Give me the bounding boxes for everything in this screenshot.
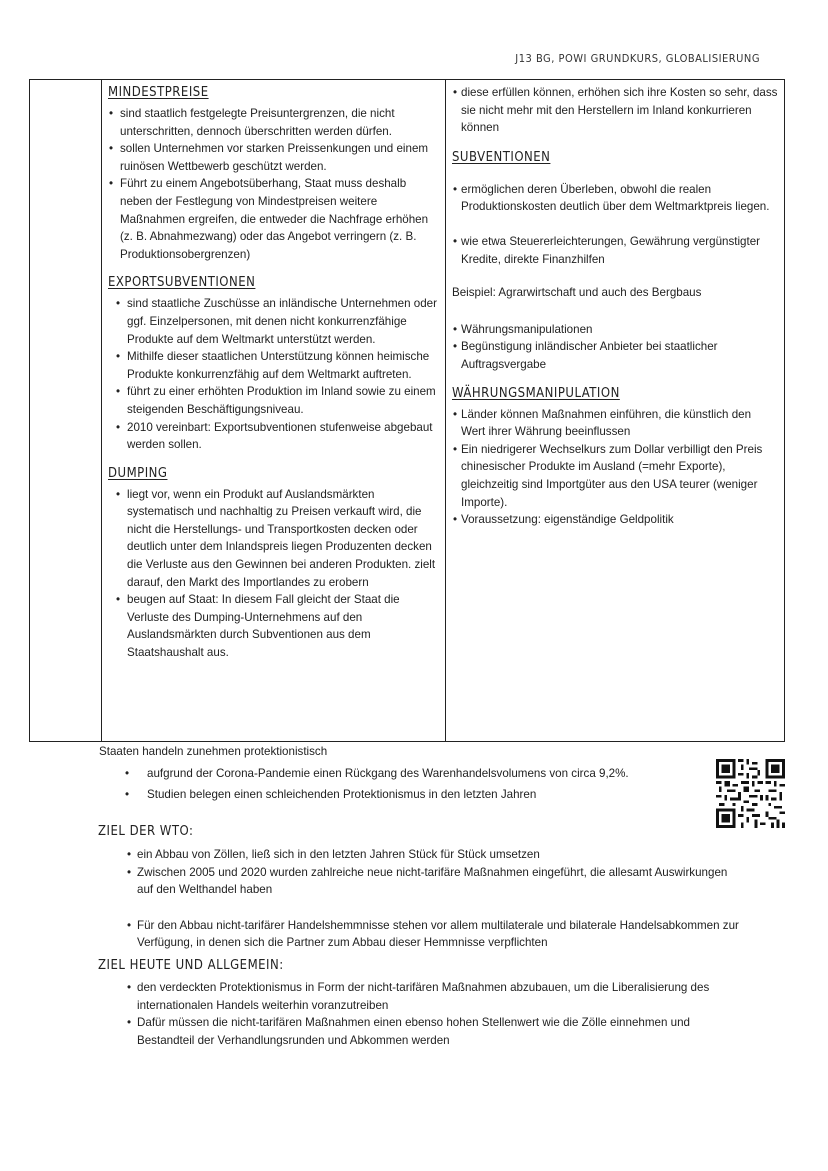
list-item: • Währungsmanipulationen xyxy=(452,321,778,339)
list-item: • wie etwa Steuererleichterungen, Gewährung vergünstigter Kredite, direkte Finanzhilfen xyxy=(452,233,778,268)
list-item: • Dafür müssen die nicht-tarifären Maßnahmen einen ebenso hohen Stellenwert wie die Zölle einnehmen und Bestandteil der Verhandlungsrunden und Abkommen werden xyxy=(126,1014,746,1049)
table-divider xyxy=(101,80,102,741)
heading-ziel-heute: ZIEL HEUTE UND ALLGEMEIN: xyxy=(98,958,284,973)
notes-table xyxy=(29,79,785,742)
protektionismus-list xyxy=(99,765,719,804)
beispiel-text: Beispiel: Agrarwirtschaft und auch des Bergbaus xyxy=(452,286,702,300)
mindestpreise-list xyxy=(108,105,440,263)
page-header: J13 BG, POWI GRUNDKURS, GLOBALISIERUNG xyxy=(515,52,760,65)
list-item: • Voraussetzung: eigenständige Geldpolitik xyxy=(452,511,778,529)
heading-dumping: DUMPING xyxy=(108,465,168,481)
subventionen-list xyxy=(452,233,778,268)
heading-subventionen: SUBVENTIONEN xyxy=(452,149,551,165)
right-column xyxy=(452,84,778,529)
heading-mindestpreise: MINDESTPREISE xyxy=(108,85,209,100)
intro-list xyxy=(452,84,778,137)
list-item: • sollen Unternehmen vor starken Preissenkungen und einem ruinösen Wettbewerb geschützt werden. xyxy=(108,140,440,175)
list-item: • aufgrund der Corona-Pandemie einen Rückgang des Warenhandelsvolumens von circa 9,2%. xyxy=(121,765,719,783)
list-item: • Länder können Maßnahmen einführen, die künstlich den Wert ihrer Währung beeinflussen xyxy=(452,406,778,441)
list-item: • diese erfüllen können, erhöhen sich ihre Kosten so sehr, dass sie nicht mehr mit den Herstellern im Inland konkurrieren können xyxy=(452,84,778,137)
extra-list xyxy=(452,321,778,374)
list-item: • Zwischen 2005 und 2020 wurden zahlreiche neue nicht-tarifäre Maßnahmen eingeführt, die allesamt Auswirkungen auf den Welthandel haben xyxy=(126,864,746,899)
list-item: • 2010 vereinbart: Exportsubventionen stufenweise abgebaut werden sollen. xyxy=(115,419,440,454)
list-item: • Für den Abbau nicht-tarifärer Handelshemmnisse stehen vor allem multilaterale und bilaterale Handelsabkommen zur Verfügung, in denen sich die Partner zum Abbau dieser Hemmnisse verpflichten xyxy=(126,917,746,952)
waehrung-list xyxy=(452,406,778,529)
exportsubventionen-list xyxy=(108,295,440,453)
heading-waehrungsmanipulation: WÄHRUNGSMANIPULATION xyxy=(452,385,620,401)
qr-code xyxy=(716,759,785,828)
dumping-list xyxy=(108,486,440,662)
list-item: • Ein niedrigerer Wechselkurs zum Dollar verbilligt den Preis chinesischer Produkte im Ausland (=mehr Exporte), gleichzeitig sind Importgüter aus den USA teurer (weniger Importe). xyxy=(452,441,778,511)
ziel-wto-list xyxy=(126,846,746,952)
list-item: • führt zu einer erhöhten Produktion im Inland sowie zu einem steigenden Beschäftigungsniveau. xyxy=(115,383,440,418)
heading-exportsubventionen: EXPORTSUBVENTIONEN xyxy=(108,275,256,291)
subventionen-list xyxy=(452,181,778,216)
protektionismus-intro: Staaten handeln zunehmen protektionistisch xyxy=(99,745,328,758)
protektionismus-section xyxy=(99,743,719,804)
list-item: • sind staatliche Zuschüsse an inländische Unternehmen oder ggf. Einzelpersonen, mit denen nicht konkurrenzfähige Produkte auf dem Weltmarkt unterstützt werden. xyxy=(115,295,440,348)
table-divider xyxy=(445,80,446,741)
list-item: • Führt zu einem Angebotsüberhang, Staat muss deshalb neben der Festlegung von Mindestpreisen weitere Maßnahmen ergreifen, die entweder die Nachfrage erhöhen (z. B. Abnahmezwang) oder das Angebot verringern (z. B. Produktionsobergrenzen) xyxy=(108,175,440,263)
list-item: • sind staatlich festgelegte Preisuntergrenzen, die nicht unterschritten, dennoch überschritten werden dürfen. xyxy=(108,105,440,140)
list-item: • liegt vor, wenn ein Produkt auf Auslandsmärkten systematisch und nachhaltig zu Preisen verkauft wird, die nicht die Herstellungs- und Transportkosten decken oder deutlich unter dem Inlandspreis liegen Produzenten decken die Verluste aus den Gewinnen bei anderen Produkten. zielt darauf, den Markt des Importlandes zu erobern xyxy=(115,486,440,592)
list-item: • ein Abbau von Zöllen, ließ sich in den letzten Jahren Stück für Stück umsetzen xyxy=(126,846,746,864)
list-item: • ermöglichen deren Überleben, obwohl die realen Produktionskosten deutlich über dem Weltmarktpreis liegen. xyxy=(452,181,778,216)
list-item: • Begünstigung inländischer Anbieter bei staatlicher Auftragsvergabe xyxy=(452,338,778,373)
list-item: • Mithilfe dieser staatlichen Unterstützung können heimische Produkte konkurrenzfähig auf dem Weltmarkt auftreten. xyxy=(115,348,440,383)
list-item: • den verdeckten Protektionismus in Form der nicht-tarifären Maßnahmen abzubauen, um die Liberalisierung des internationalen Handels weiterhin voranzutreiben xyxy=(126,979,746,1014)
list-item: • beugen auf Staat: In diesem Fall gleicht der Staat die Verluste des Dumping-Unternehmens auf den Auslandsmärkten durch Subventionen aus dem Staatshaushalt aus. xyxy=(115,591,440,661)
left-column xyxy=(108,84,440,662)
list-item: • Studien belegen einen schleichenden Protektionismus in den letzten Jahren xyxy=(121,786,719,804)
ziel-heute-list xyxy=(126,979,746,1049)
heading-ziel-wto: ZIEL DER WTO: xyxy=(98,824,194,839)
